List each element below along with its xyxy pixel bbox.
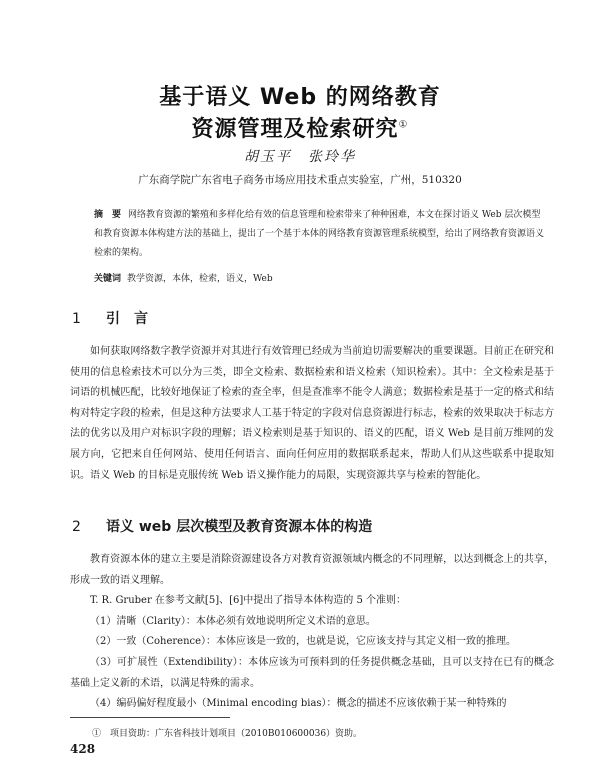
keywords <box>94 270 549 289</box>
section-1-body <box>70 342 554 486</box>
paper-title-line-2 <box>0 112 600 143</box>
criterion-item: （2）一致（Coherence）：本体应该是一致的，也就是说，它应该支持与其定义相一致的推理。 <box>90 636 517 648</box>
section-2-paragraph-2: T. R. Gruber 在参考文献[5]、[6]中提出了指导本体构造的 5 个准则： <box>90 595 406 607</box>
abstract-text: 网络教育资源的繁殖和多样化给有效的信息管理和检索带来了种种困难，本文在探讨语义 Web 层次模型和教育资源本体构建方法的基础上，提出了一个基于本体的网络教育资源管理系统模型，给出了网络教育资源语义检索的架构。 <box>94 210 545 258</box>
section-2-body <box>70 550 554 715</box>
authors: 胡玉平 张玲华 <box>244 149 356 165</box>
section-1-title: 引 言 <box>106 311 148 327</box>
paper-title-line-1: 基于语义 Web 的网络教育 <box>159 85 441 110</box>
title-footnote-marker: ① <box>398 119 409 131</box>
keywords-label: 关键词 <box>94 274 122 284</box>
abstract <box>94 206 549 263</box>
section-2-paragraph-1: 教育资源本体的建立主要是消除资源建设各方对教育资源领域内概念的不同理解，以达到概念上的共享，形成一致的语义理解。 <box>70 554 554 586</box>
abstract-label: 摘 要 <box>94 210 122 220</box>
page-number: 428 <box>70 742 96 756</box>
section-1-paragraph: 如何获取网络数字教学资源并对其进行有效管理已经成为当前迫切需要解决的重要课题。目前正在研究和使用的信息检索技术可以分为三类，即全文检索、数据检索和语义检索（知识检索）。其中：全文检索是基于词语的机械匹配，比较好地保证了检索的查全率，但是查准率不能令人满意；数据检索是基于一定的格式和结构对特定字段的检索，但是这种方法要求人工基于特定的字段对信息资源进行标志，检索的效果取决于标志方法的优劣以及用户对标识字段的理解；语义检索则是基于知识的、语义的匹配，语义 Web 是目前万维网的发展方向，它把来自任何网站、使用任何语言、面向任何应用的数据联系起来，帮助人们从这些联系中提取知识。语义 Web 的目标是克服传统 Web 语义操作能力的局限，实现资源共享与检索的智能化。 <box>70 346 554 481</box>
footnote-rule <box>70 717 230 718</box>
criterion-item: （1）清晰（Clarity）：本体必须有效地说明所定义术语的意思。 <box>90 615 376 627</box>
section-1-number: 1 <box>72 311 81 327</box>
section-2-number: 2 <box>72 519 81 535</box>
section-2-heading <box>72 516 372 536</box>
keywords-text: 教学资源，本体，检索，语义，Web <box>127 274 273 284</box>
title-text: 资源管理及检索研究 <box>191 117 399 142</box>
section-1-heading <box>72 308 148 328</box>
affiliation: 广东商学院广东省电子商务市场应用技术重点实验室，广州，510320 <box>138 174 462 186</box>
criterion-item: （3）可扩展性（Extendibility）：本体应该为可预料到的任务提供概念基础，且可以支持在已有的概念基础上定义新的术语，以满足特殊的需求。 <box>70 656 554 689</box>
footnote: ① 项目资助：广东省科技计划项目（2010B010600036）资助。 <box>92 729 363 739</box>
section-2-title: 语义 web 层次模型及教育资源本体的构造 <box>106 519 373 535</box>
criterion-item: （4）编码偏好程度最小（Minimal encoding bias）：概念的描述不应该依赖于某一种特殊的 <box>90 698 507 710</box>
